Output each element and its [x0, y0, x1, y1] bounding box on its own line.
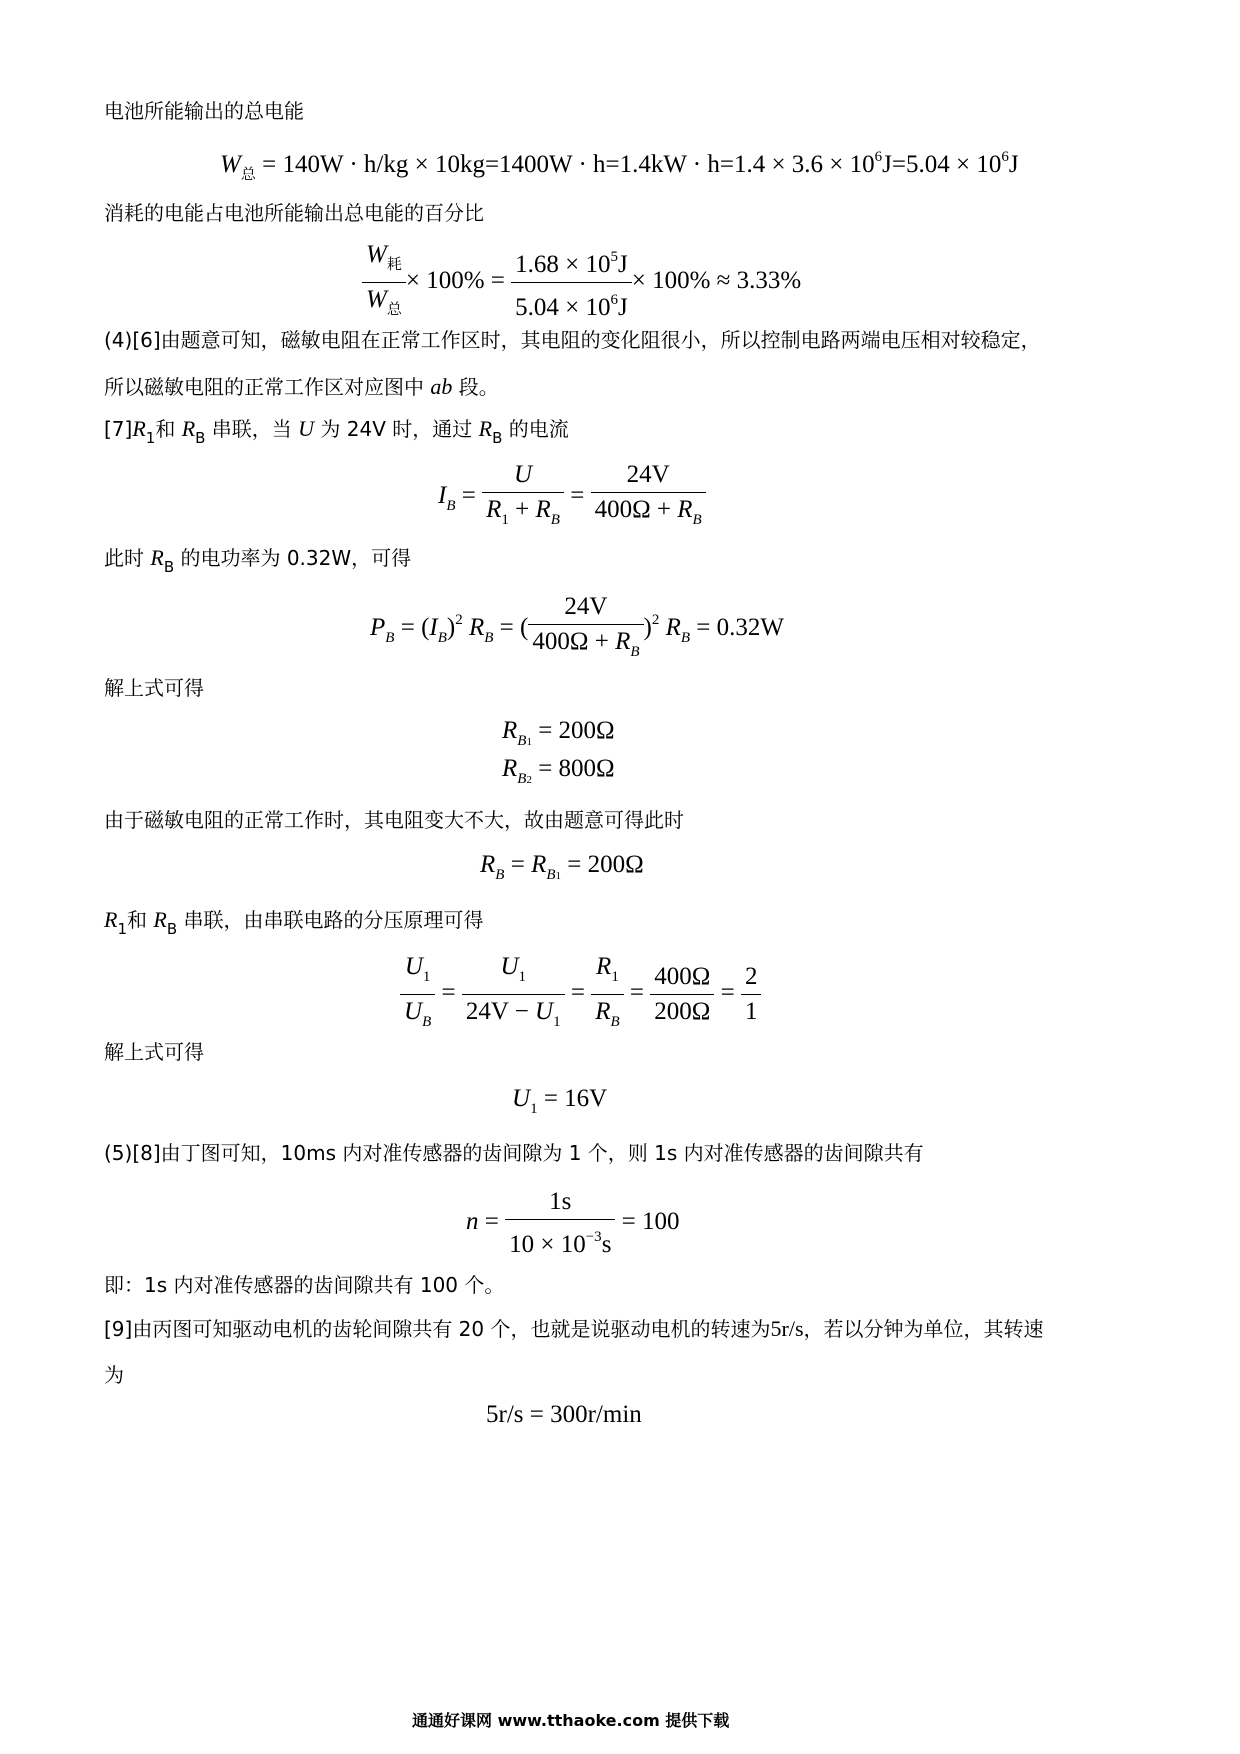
formula-speed: 5r/s = 300r/min: [486, 1401, 642, 1428]
text-line: 即：1s 内对准传感器的齿间隙共有 100 个。: [104, 1273, 505, 1297]
text-line: 解上式可得: [104, 676, 204, 700]
formula-u1: $U_1 = 16V$: [512, 1085, 608, 1117]
text-line: 消耗的电能占电池所能输出总电能的百分比: [104, 201, 484, 225]
formula-rb: $R_B = R_{B1} = 200\Omega$: [480, 851, 644, 883]
formula-power: $P_B = (I_B)^2$ $R_B$ = ( $\frac{24V}{400\Omega + R_B}$ )$^2$ $R_B = 0.32W$: [370, 590, 784, 669]
formula-current: $I_B$ = $\frac{U}{R_1 + R_B}$ = $\frac{24V}{400\Omega + R_B}$: [438, 458, 706, 537]
text-line: 为: [104, 1363, 124, 1387]
text-line: 所以磁敏电阻的正常工作区对应图中 ab 段。: [104, 374, 499, 399]
text-line: $[7]R_1$和 $R_B$ 串联，当 U 为 24V 时，通过 $R_B$ 的电流: [104, 416, 569, 447]
text-line: [9]由丙图可知驱动电机的齿轮间隙共有 20 个，也就是说驱动电机的转速为5r/s，若以分钟为单位，其转速: [104, 1316, 1044, 1341]
formula-n: n = $\frac{1s}{10 \times 10^{-3}s}$ = 100: [466, 1185, 680, 1262]
text-line: $R_1$和 $R_B$ 串联，由串联电路的分压原理可得: [104, 907, 484, 938]
text-line: 电池所能输出的总电能: [104, 99, 304, 123]
text-line: (4)[6]由题意可知，磁敏电阻在正常工作区时，其电阻的变化阻很小，所以控制电路两端电压相对较稳定，: [104, 328, 1041, 352]
text-line: 解上式可得: [104, 1040, 204, 1064]
text-line: (5)[8]由丁图可知，10ms 内对准传感器的齿间隙为 1 个，则 1s 内对准传感器的齿间隙共有: [104, 1141, 924, 1165]
formula-total-energy: $W_总 = 140W \cdot h/kg \times 10kg=1400W \cdot h=1.4kW \cdot h=1.4 \times 3.6 \times 10^6J=5.04 \times 10^6J$: [220, 149, 1019, 183]
page-footer: 通通好课网 www.tthaoke.com 提供下载: [412, 1711, 730, 1730]
formula-voltage-ratio: $\frac{U_1}{U_B}$ = $\frac{U_1}{24V - U_1}$ = $\frac{R_1}{R_B}$ = $\frac{400\Omega}{200\Omega}$ = $\frac{2}{1}$: [400, 950, 761, 1039]
formula-percentage: $\frac{W_耗}{W_总}$ × 100% = $\frac{1.68 \times 10^5J}{5.04 \times 10^6J}$ × 100% ≈ 3.33%: [362, 238, 801, 327]
text-line: 由于磁敏电阻的正常工作时，其电阻变大不大，故由题意可得此时: [104, 808, 684, 832]
text-line: 此时 $R_B$ 的电功率为 0.32W，可得: [104, 545, 412, 576]
formula-rb2: $R_{B2} = 800\Omega$: [502, 755, 615, 787]
formula-rb1: $R_{B1} = 200\Omega$: [502, 717, 615, 749]
